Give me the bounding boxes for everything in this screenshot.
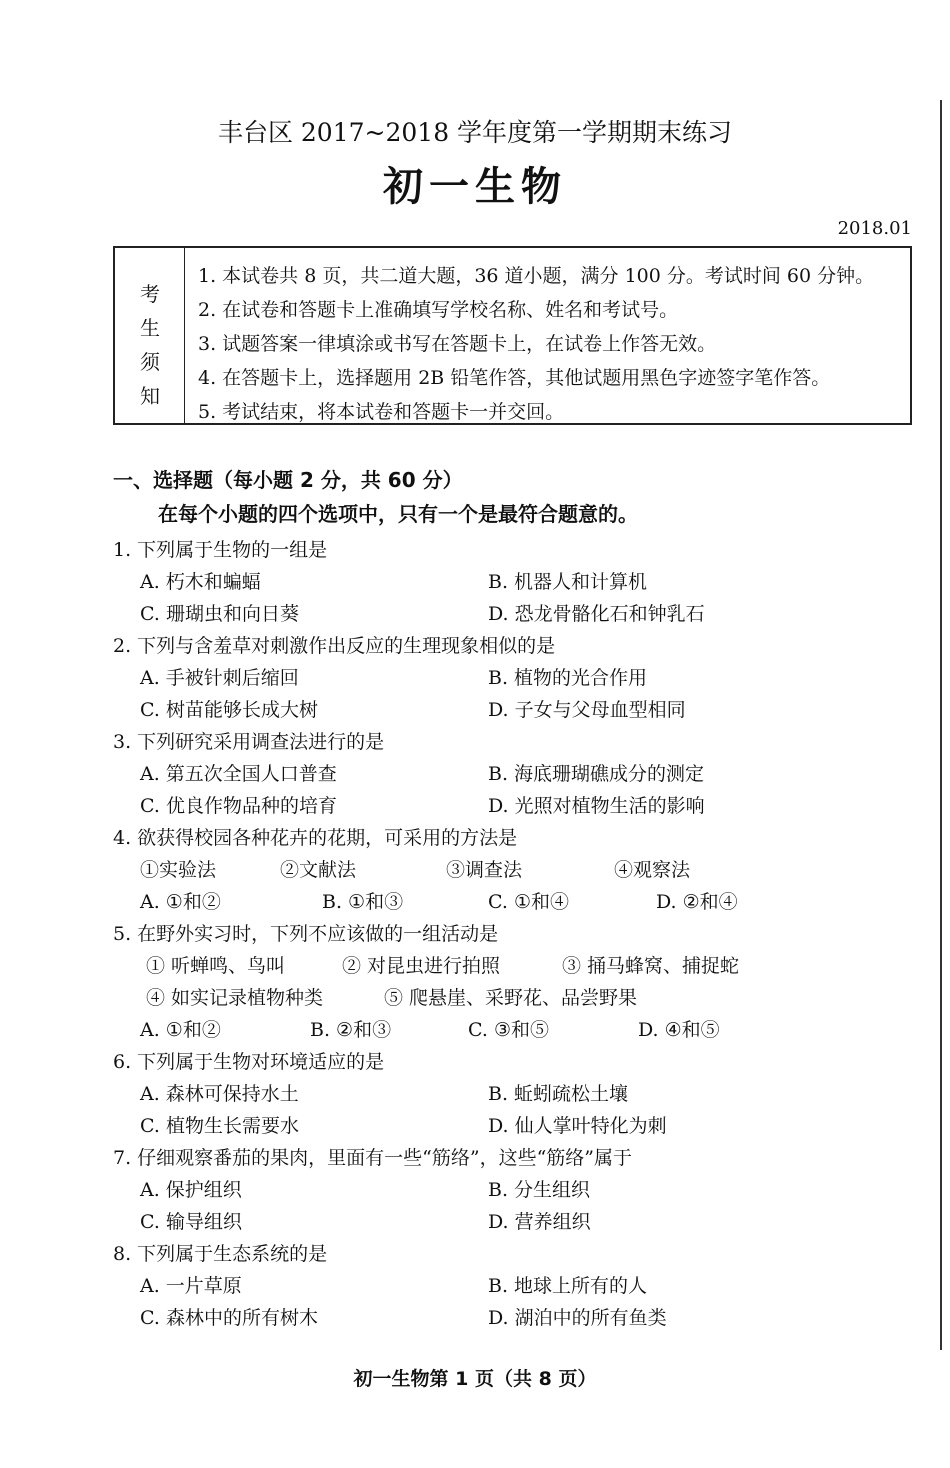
- option-b: B. ②和③: [310, 1019, 392, 1041]
- option-d: D. ④和⑤: [638, 1019, 720, 1041]
- page-footer: 初一生物第 1 页（共 8 页）: [353, 1368, 597, 1390]
- question-stem: 8. 下列属于生态系统的是: [113, 1243, 328, 1265]
- option-d: D. 光照对植物生活的影响: [488, 795, 705, 817]
- question-stem: 2. 下列与含羞草对刺激作出反应的生理现象相似的是: [113, 635, 556, 657]
- option-a: A. 手被针刺后缩回: [140, 667, 299, 689]
- option-b: B. 地球上所有的人: [488, 1275, 648, 1297]
- notice-label-char: 考: [140, 282, 160, 306]
- option-d: D. ②和④: [656, 891, 738, 913]
- method-item: ①实验法: [140, 859, 217, 881]
- option-d: D. 仙人掌叶特化为刺: [488, 1115, 667, 1137]
- option-c: C. 输导组织: [140, 1211, 242, 1233]
- option-a: A. 森林可保持水土: [140, 1083, 299, 1105]
- option-c: C. 优良作物品种的培育: [140, 795, 337, 817]
- option-b: B. 分生组织: [488, 1179, 591, 1201]
- method-item: ③调查法: [446, 859, 523, 881]
- notice-item: 3. 试题答案一律填涂或书写在答题卡上，在试卷上作答无效。: [198, 333, 717, 355]
- option-c: C. 森林中的所有树木: [140, 1307, 318, 1329]
- notice-item: 1. 本试卷共 8 页，共二道大题，36 道小题，满分 100 分。考试时间 60 分钟。: [198, 265, 875, 287]
- option-a: A. 朽木和蝙蝠: [140, 571, 261, 593]
- option-b: B. 植物的光合作用: [488, 667, 648, 689]
- question-stem: 4. 欲获得校园各种花卉的花期，可采用的方法是: [113, 827, 518, 849]
- option-b: B. 海底珊瑚礁成分的测定: [488, 763, 705, 785]
- notice-box: [113, 246, 912, 425]
- activity-item: ⑤ 爬悬崖、采野花、品尝野果: [384, 987, 638, 1009]
- option-d: D. 湖泊中的所有鱼类: [488, 1307, 667, 1329]
- option-a: A. ①和②: [140, 1019, 221, 1041]
- notice-label-cell: [115, 248, 185, 423]
- notice-item: 2. 在试卷和答题卡上准确填写学校名称、姓名和考试号。: [198, 299, 679, 321]
- question-stem: 5. 在野外实习时，下列不应该做的一组活动是: [113, 923, 499, 945]
- option-c: C. 珊瑚虫和向日葵: [140, 603, 299, 625]
- option-a: A. 第五次全国人口普查: [140, 763, 337, 785]
- exam-date: 2018.01: [837, 218, 912, 239]
- option-c: C. 植物生长需要水: [140, 1115, 299, 1137]
- method-item: ④观察法: [614, 859, 691, 881]
- notice-item: 4. 在答题卡上，选择题用 2B 铅笔作答，其他试题用黑色字迹签字笔作答。: [198, 367, 831, 389]
- option-d: D. 营养组织: [488, 1211, 591, 1233]
- method-item: ②文献法: [280, 859, 357, 881]
- subject-title: 初一生物: [383, 163, 567, 210]
- question-stem: 3. 下列研究采用调查法进行的是: [113, 731, 385, 753]
- notice-item: 5. 考试结束，将本试卷和答题卡一并交回。: [198, 401, 565, 423]
- option-a: A. ①和②: [140, 891, 221, 913]
- section-title: 一、选择题（每小题 2 分，共 60 分）: [113, 468, 463, 492]
- question-stem: 6. 下列属于生物对环境适应的是: [113, 1051, 385, 1073]
- notice-label-char: 生: [140, 316, 160, 340]
- activity-item: ① 听蝉鸣、鸟叫: [146, 955, 286, 977]
- option-a: A. 保护组织: [140, 1179, 242, 1201]
- option-b: B. 机器人和计算机: [488, 571, 648, 593]
- option-c: C. 树苗能够长成大树: [140, 699, 318, 721]
- page-edge-line: [940, 100, 942, 1350]
- option-b: B. 蚯蚓疏松土壤: [488, 1083, 629, 1105]
- notice-label-char: 知: [140, 384, 160, 408]
- activity-item: ② 对昆虫进行拍照: [342, 955, 501, 977]
- option-a: A. 一片草原: [140, 1275, 242, 1297]
- option-c: C. ①和④: [488, 891, 569, 913]
- activity-item: ④ 如实记录植物种类: [146, 987, 324, 1009]
- option-c: C. ③和⑤: [468, 1019, 549, 1041]
- activity-item: ③ 捅马蜂窝、捕捉蛇: [562, 955, 740, 977]
- notice-label-char: 须: [140, 350, 160, 374]
- section-instruction: 在每个小题的四个选项中，只有一个是最符合题意的。: [158, 502, 638, 526]
- option-b: B. ①和③: [322, 891, 404, 913]
- question-stem: 1. 下列属于生物的一组是: [113, 539, 328, 561]
- option-d: D. 恐龙骨骼化石和钟乳石: [488, 603, 705, 625]
- option-d: D. 子女与父母血型相同: [488, 699, 686, 721]
- question-stem: 7. 仔细观察番茄的果肉，里面有一些“筋络”，这些“筋络”属于: [113, 1147, 633, 1169]
- school-exam-title: 丰台区 2017~2018 学年度第一学期期末练习: [217, 118, 733, 147]
